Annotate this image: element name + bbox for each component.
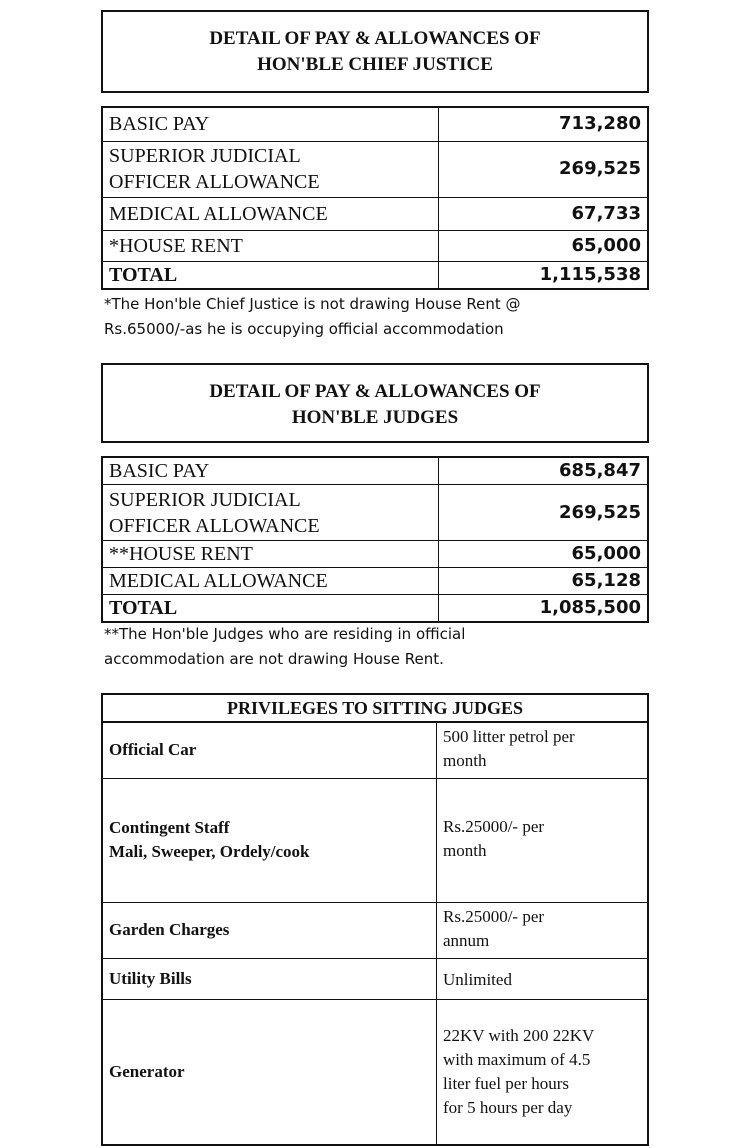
row-label: SUPERIOR JUDICIAL OFFICER ALLOWANCE xyxy=(102,141,439,197)
privilege-item: Garden Charges xyxy=(102,902,437,958)
row-label: BASIC PAY xyxy=(102,457,439,485)
privilege-value: 22KV with 200 22KV with maximum of 4.5 liter fuel per hours for 5 hours per day xyxy=(437,999,649,1145)
table-row xyxy=(102,999,648,1145)
row-label: MEDICAL ALLOWANCE xyxy=(102,197,439,230)
row-label: SUPERIOR JUDICIAL OFFICER ALLOWANCE xyxy=(102,485,439,541)
privilege-value: Unlimited xyxy=(437,958,649,999)
judges-footnote: **The Hon'ble Judges who are residing in official accommodation are not drawing House Rent. xyxy=(104,625,466,668)
cj-pay-table xyxy=(101,106,649,290)
total-value: 1,085,500 xyxy=(439,595,649,623)
privilege-item: Utility Bills xyxy=(102,958,437,999)
cj-title-line1: DETAIL OF PAY & ALLOWANCES OF xyxy=(209,28,541,49)
table-row xyxy=(102,457,648,485)
privilege-value: Rs.25000/- per annum xyxy=(437,902,649,958)
privileges-table xyxy=(101,693,649,1146)
table-row xyxy=(102,958,648,999)
privilege-item: Official Car xyxy=(102,722,437,778)
table-row xyxy=(102,107,648,141)
table-row xyxy=(102,902,648,958)
table-row xyxy=(102,485,648,541)
row-value: 65,128 xyxy=(439,568,649,595)
row-label: *HOUSE RENT xyxy=(102,230,439,261)
row-label: **HOUSE RENT xyxy=(102,541,439,568)
privilege-item: Contingent Staff Mali, Sweeper, Ordely/cook xyxy=(102,778,437,902)
row-value: 67,733 xyxy=(439,197,649,230)
cj-footnote: *The Hon'ble Chief Justice is not drawing House Rent @ Rs.65000/-as he is occupying official accommodation xyxy=(104,295,521,338)
row-value: 65,000 xyxy=(439,230,649,261)
row-value: 269,525 xyxy=(439,485,649,541)
total-row xyxy=(102,595,648,623)
table-row xyxy=(102,141,648,197)
table-row xyxy=(102,722,648,778)
row-label: BASIC PAY xyxy=(102,107,439,141)
privilege-item: Generator xyxy=(102,999,437,1145)
table-row xyxy=(102,778,648,902)
judges-title-line1: DETAIL OF PAY & ALLOWANCES OF xyxy=(209,381,541,402)
row-label: MEDICAL ALLOWANCE xyxy=(102,568,439,595)
row-value: 269,525 xyxy=(439,141,649,197)
table-row xyxy=(102,230,648,261)
total-row xyxy=(102,261,648,289)
privileges-header-row xyxy=(102,694,648,722)
judges-header-box xyxy=(101,363,649,443)
row-value: 685,847 xyxy=(439,457,649,485)
privilege-value: Rs.25000/- per month xyxy=(437,778,649,902)
table-row xyxy=(102,568,648,595)
table-row xyxy=(102,197,648,230)
total-label: TOTAL xyxy=(102,261,439,289)
row-value: 65,000 xyxy=(439,541,649,568)
total-label: TOTAL xyxy=(102,595,439,623)
privilege-value: 500 litter petrol per month xyxy=(437,722,649,778)
judges-pay-table xyxy=(101,456,649,623)
table-row xyxy=(102,541,648,568)
privileges-title: PRIVILEGES TO SITTING JUDGES xyxy=(102,694,648,722)
total-value: 1,115,538 xyxy=(439,261,649,289)
cj-header-box xyxy=(101,10,649,93)
cj-title-line2: HON'BLE CHIEF JUSTICE xyxy=(257,54,493,75)
row-value: 713,280 xyxy=(439,107,649,141)
judges-title-line2: HON'BLE JUDGES xyxy=(291,407,459,428)
